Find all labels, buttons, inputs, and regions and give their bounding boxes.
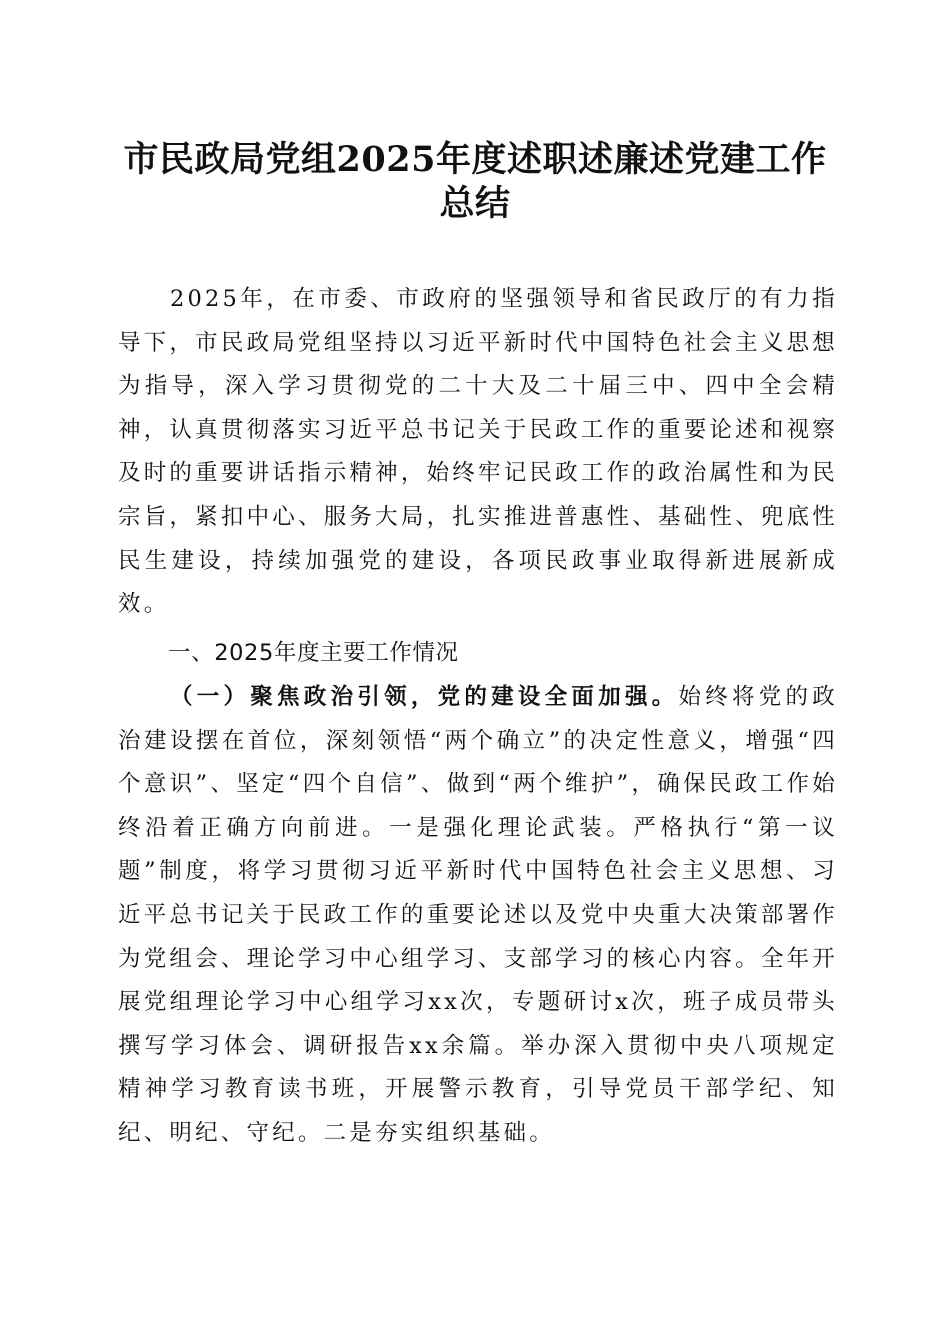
subsection-lead: （一）聚焦政治引领，党的建设全面加强。 [170, 684, 679, 710]
document-title-line2: 总结 [439, 183, 511, 224]
subsection-paragraph [118, 676, 838, 1156]
document-title-line1: 市民政局党组2025年度述职述廉述党建工作 [123, 139, 827, 180]
section-heading: 一、2025年度主要工作情况 [168, 640, 459, 666]
intro-paragraph: 2025年，在市委、市政府的坚强领导和省民政厅的有力指导下，市民政局党组坚持以习近平新时代中国特色社会主义思想为指导，深入学习贯彻党的二十大及二十届三中、四中全会精神，认真贯彻落实习近平总书记关于民政工作的重要论述和视察及时的重要讲话指示精神，始终牢记民政工作的政治属性和为民宗旨，紧扣中心、服务大局，扎实推进普惠性、基础性、兜底性民生建设，持续加强党的建设，各项民政事业取得新进展新成效。 [118, 286, 838, 618]
subsection-text: 始终将党的政治建设摆在首位，深刻领悟“两个确立”的决定性意义，增强“四个意识”、坚定“四个自信”、做到“两个维护”，确保民政工作始终沿着正确方向前进。一是强化理论武装。严格执行“第一议题”制度，将学习贯彻习近平新时代中国特色社会主义思想、习近平总书记关于民政工作的重要论述以及党中央重大决策部署作为党组会、理论学习中心组学习、支部学习的核心内容。全年开展党组理论学习中心组学习xx次，专题研讨x次，班子成员带头撰写学习体会、调研报告xx余篇。举办深入贯彻中央八项规定精神学习教育读书班，开展警示教育，引导党员干部学纪、知纪、明纪、守纪。二是夯实组织基础。 [118, 684, 838, 1146]
